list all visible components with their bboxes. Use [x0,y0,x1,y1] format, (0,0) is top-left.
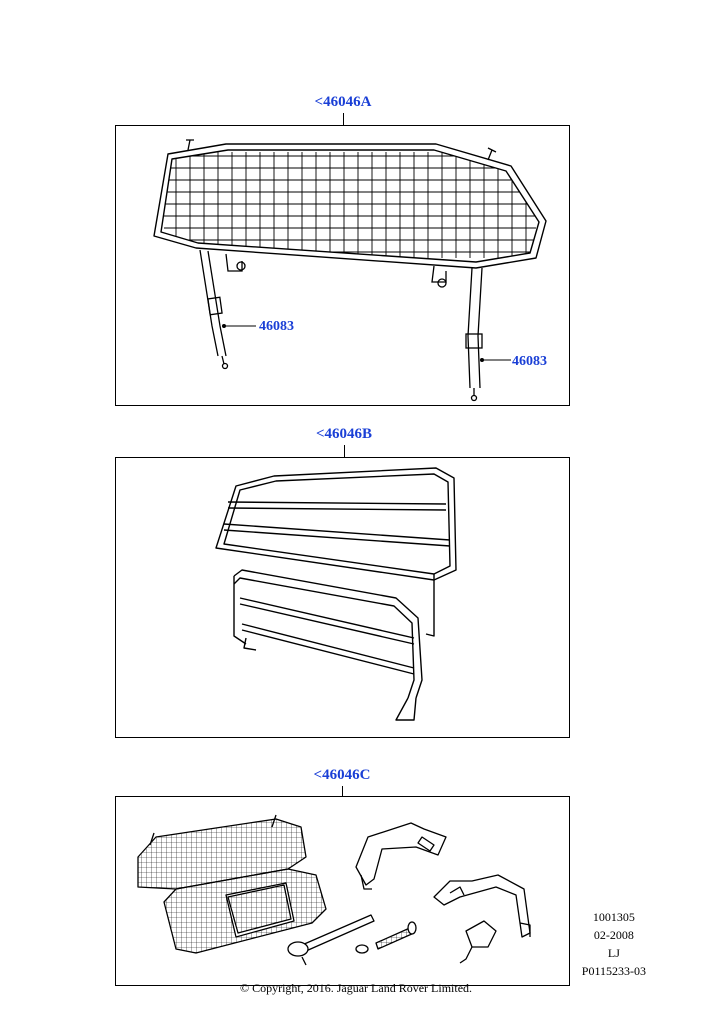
drawing-initials: LJ [607,946,620,960]
panel-46046a [115,125,570,406]
copyright-text: © Copyright, 2016. Jaguar Land Rover Limited. [239,981,473,995]
panel-46046b [115,457,570,738]
cargo-net-illustration [116,126,571,407]
drawing-date: 02-2008 [593,928,634,942]
ref-link-46046c[interactable]: <46046C [313,767,371,783]
panel-46046c [115,796,570,986]
dog-guard-illustration [116,458,571,739]
guard-kit-illustration [116,797,571,987]
ref-leader-line [342,786,343,796]
drawing-code: 1001305 [592,910,635,924]
drawing-meta [582,908,646,980]
callout-46083-right[interactable]: 46083 [512,354,547,369]
ref-link-46046a[interactable]: <46046A [314,94,372,110]
callout-46083-left[interactable]: 46083 [259,319,294,334]
ref-leader-line [343,113,344,125]
ref-link-46046b[interactable]: <46046B [315,426,373,442]
drawing-part-id: P0115233-03 [581,964,646,978]
ref-leader-line [344,445,345,457]
